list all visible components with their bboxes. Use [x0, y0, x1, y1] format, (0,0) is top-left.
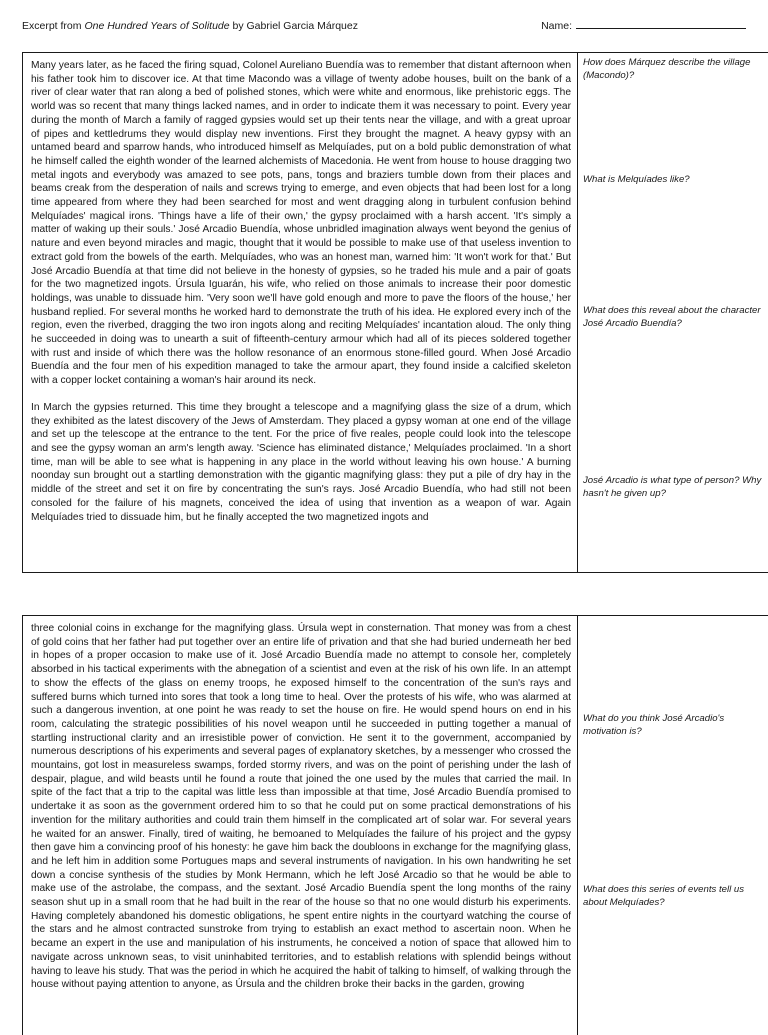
excerpt-text-2 [23, 616, 578, 1035]
worksheet-header [22, 20, 746, 36]
name-blank-line[interactable] [576, 28, 746, 29]
excerpt-text-1 [23, 53, 578, 572]
question-column-2 [578, 616, 768, 1035]
question: What do you think José Arcadio's motivation is? [583, 713, 725, 737]
question-column-1 [578, 53, 768, 572]
book-title: One Hundred Years of Solitude [84, 20, 230, 32]
paragraph: In March the gypsies returned. This time they brought a telescope and a magnifying glass the size of a drum, which they exhibited as the latest discovery of the Jews of Amsterdam. They placed a gypsy woman at one end of the village and set up the telescope at the entrance to the tent. For the price of five reales, people could look into the telescope and see the gypsy woman an arm's length away. 'Science has eliminated distance,' Melquíades proclaimed. 'In a short time, man will be able to see what is happening in any place in the world without leaving his own house.' A burning noonday sun brought out a startling demonstration with the gigantic magnifying glass: they put a pile of dry hay in the middle of the street and set it on fire by concentrating the sun's rays. José Arcadio Buendía, who had still not been consoled for the failure of his magnets, conceived the idea of using that invention as a weapon of war. Again Melquíades tried to dissuade him, but he finally accepted the two magnetized ingots and [31, 401, 571, 523]
paragraph: three colonial coins in exchange for the magnifying glass. Úrsula wept in consternation. That money was from a chest of gold coins that her father had put together over an entire life of privation and that she had buried underneath her bed in hopes of a proper occasion to make use of it. José Arcadio Buendía made no attempt to console her, completely absorbed in his tactical experiments with the abnegation of a scientist and even at the risk of his own life. In an attempt to show the effects of the glass on enemy troops, he exposed himself to the concentration of the sun's rays and suffered burns which turned into sores that took a long time to heal. Over the protests of his wife, who was alarmed at such a dangerous invention, at one point he was ready to set the house on fire. He would spend hours on end in his room, calculating the strategic possibilities of his novel weapon until he succeeded in putting together a manual of startling instructional clarity and an irresistible power of conviction. He sent it to the government, accompanied by numerous descriptions of his experiments and several pages of explanatory sketches, by a messenger who crossed the mountains, got lost in measureless swamps, forded stormy rivers, and was on the point of perishing under the lash of despair, plague, and wild beasts until he found a route that joined the one used by the mules that carried the mail. In spite of the fact that a trip to the capital was little less than impossible at that time, José Arcadio Buendía promised to undertake it as soon as the government ordered him to so that he could put on some practical demonstrations of his invention for the military authorities and could train them himself in the complicated art of solar war. For several years he waited for an answer. Finally, tired of waiting, he bemoaned to Melquíades the failure of his project and the gypsy then gave him a convincing proof of his honesty: he gave him back the doubloons in exchange for the magnifying glass, and he left him in addition some Portugues maps and several instruments of navigation. In his own handwriting he set down a concise synthesis of the studies by Monk Hermann, which he left José Arcadio so that he would be able to make use of the astrolabe, the compass, and the sextant. José Arcadio Buendía spent the long months of the rainy season shut up in a small room that he had built in the rear of the house so that no one would disturb his experiments. Having completely abandoned his domestic obligations, he spent entire nights in the courtyard watching the course of the stars and he almost contracted sunstroke from trying to establish an exact method to ascertain noon. When he became an expert in the use and manipulation of his instruments, he conceived a notion of space that allowed him to navigate across unknown seas, to visit uninhabited territories, and to establish relations with splendid beings without having to leave his study. That was the period in which he acquired the habit of talking to himself, of walking through the house without paying attention to anyone, as Úrsula and the children broke their backs in the garden, growing [31, 623, 571, 991]
excerpt-box-1 [22, 52, 768, 573]
question: What does this reveal about the character José Arcadio Buendía? [583, 305, 761, 329]
author: by Gabriel Garcia Márquez [229, 20, 358, 32]
name-label: Name: [541, 20, 572, 32]
excerpt-box-2 [22, 615, 768, 1035]
question: José Arcadio is what type of person? Why hasn't he given up? [583, 475, 762, 499]
question: How does Márquez describe the village (Macondo)? [583, 57, 751, 81]
excerpt-title [22, 20, 358, 32]
question: What is Melquíades like? [583, 174, 690, 185]
excerpt-prefix: Excerpt from [22, 20, 85, 32]
name-field[interactable] [541, 20, 746, 32]
question: What does this series of events tell us about Melquíades? [583, 884, 745, 908]
paragraph: Many years later, as he faced the firing squad, Colonel Aureliano Buendía was to remember that distant afternoon when his father took him to discover ice. At that time Macondo was a village of twenty adobe houses, built on the bank of a river of clear water that ran along a bed of polished stones, which were white and enormous, like prehistoric eggs. The world was so recent that many things lacked names, and in order to indicate them it was necessary to point. Every year during the month of March a family of ragged gypsies would set up their tents near the village, and with a great uproar of pipes and kettledrums they would display new inventions. First they brought the magnet. A heavy gypsy with an untamed beard and sparrow hands, who introduced himself as Melquíades, put on a bold public demonstration of what he himself called the eighth wonder of the learned alchemists of Macedonia. He went from house to house dragging two metal ingots and everybody was amazed to see pots, pans, tongs and braziers tumble down from their places and beams creak from the desperation of nails and screws trying to emerge, and even objects that had been lost for a long time appeared from where they had been searched for most and went dragging along in turbulent confusion behind Melquíades' magical irons. 'Things have a life of their own,' the gypsy proclaimed with a harsh accent. 'It's simply a matter of waking up their souls.' José Arcadio Buendía, whose unbridled imagination always went beyond the genius of nature and even beyond miracles and magic, thought that it would be possible to make use of that useless invention to extract gold from the bowels of the earth. Melquíades, who was an honest man, warned him: 'It won't work for that.' But José Arcadio Buendía at that time did not believe in the honesty of gypsies, so he traded his mule and a pair of goats for the two magnetized ingots. Úrsula Iguarán, his wife, who relied on those animals to increase their poor domestic holdings, was unable to dissuade him. 'Very soon we'll have gold enough and more to pave the floors of the house,' her husband replied. For several months he worked hard to demonstrate the truth of his idea. He explored every inch of the region, even the riverbed, dragging the two iron ingots along and reciting Melquíades' incantation aloud. The only thing he succeeded in doing was to unearth a suit of fifteenth-century armour which had all of its pieces soldered together with rust and inside of which there was the hollow resonance of an enormous stone-filled gourd. When José Arcadio Buendía and the four men of his expedition managed to take the armour apart, they found inside a calcified skeleton with a copper locket containing a woman's hair around its neck. [31, 60, 571, 387]
